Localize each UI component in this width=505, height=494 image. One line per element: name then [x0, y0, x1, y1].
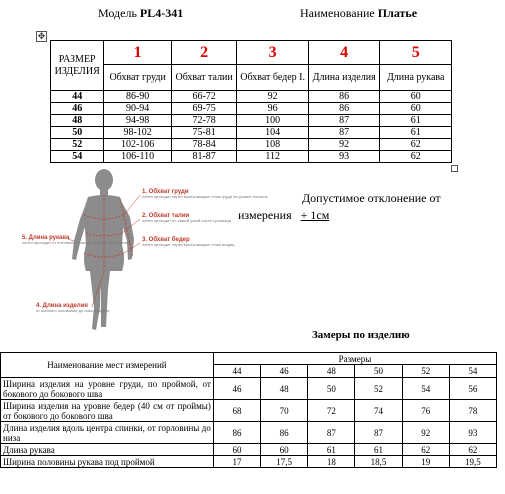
- table-row: [51, 115, 452, 127]
- column-number: 1: [104, 41, 172, 65]
- figure-note: лента проходит от плечевой точки до нижнего края рукава: [22, 240, 131, 245]
- table-cell: 19,5: [449, 456, 496, 468]
- table-cell: 72-78: [171, 115, 236, 127]
- table-cell: 62: [380, 139, 452, 151]
- table-cell: 87: [308, 127, 380, 139]
- measurement-name: Длина изделия вдоль центра спинки, от горловины до низа: [1, 422, 214, 444]
- table-cell: 78: [449, 400, 496, 422]
- table-cell: 75-81: [171, 127, 236, 139]
- table-cell: 92: [308, 139, 380, 151]
- column-number: 4: [308, 41, 380, 65]
- table-cell: 61: [355, 444, 402, 456]
- table-cell: 100: [237, 115, 309, 127]
- table-cell: 60: [261, 444, 308, 456]
- column-number: 3: [237, 41, 309, 65]
- figure-note: лента проходит по самой узкой части туловища: [142, 218, 232, 223]
- table-resize-handle[interactable]: [451, 165, 458, 172]
- product-name-label: Наименование: [300, 6, 378, 20]
- column-header: Длина рукава: [380, 65, 452, 91]
- figure-label: 5. Длина рукава: [22, 235, 70, 241]
- figure-label: 2. Обхват талии: [142, 213, 190, 219]
- table-cell: 98-102: [104, 127, 172, 139]
- size-label: 46: [51, 103, 104, 115]
- table-cell: 46: [213, 378, 260, 400]
- table-cell: 106-110: [104, 151, 172, 163]
- table-cell: 17: [213, 456, 260, 468]
- figure-label: 1. Обхват груди: [142, 189, 189, 195]
- table-row: [1, 456, 497, 468]
- table-cell: 18: [308, 456, 355, 468]
- table-cell: 62: [380, 151, 452, 163]
- table-cell: 56: [449, 378, 496, 400]
- sizes-header: Размеры: [213, 353, 496, 365]
- table-cell: 70: [261, 400, 308, 422]
- table-row: [51, 151, 452, 163]
- table-cell: 17,5: [261, 456, 308, 468]
- table-cell: 62: [449, 444, 496, 456]
- table-cell: 112: [237, 151, 309, 163]
- model-heading: [98, 6, 183, 21]
- size-label: 52: [51, 139, 104, 151]
- table-cell: 86: [261, 422, 308, 444]
- table-cell: 61: [308, 444, 355, 456]
- product-name-value: Платье: [377, 6, 418, 20]
- column-header: Обхват груди: [104, 65, 172, 91]
- table-cell: 93: [308, 151, 380, 163]
- size-column-header: 54: [449, 365, 496, 378]
- table-cell: 90-94: [104, 103, 172, 115]
- table-cell: 102-106: [104, 139, 172, 151]
- table-cell: 86: [213, 422, 260, 444]
- table-cell: 87: [355, 422, 402, 444]
- measurement-name-header: Наименование мест измерений: [1, 353, 214, 378]
- table-cell: 76: [402, 400, 449, 422]
- table-cell: 86-90: [104, 91, 172, 103]
- tolerance-text-line2: [238, 208, 329, 223]
- size-corner-header: РАЗМЕР ИЗДЕЛИЯ: [51, 41, 104, 91]
- size-column-header: 50: [355, 365, 402, 378]
- table-cell: 87: [308, 115, 380, 127]
- size-chart-table: [50, 40, 452, 163]
- table-row: [51, 103, 452, 115]
- table-cell: 66-72: [171, 91, 236, 103]
- size-label: 48: [51, 115, 104, 127]
- table-cell: 54: [402, 378, 449, 400]
- size-column-header: 48: [308, 365, 355, 378]
- tolerance-label: измерения: [238, 208, 292, 222]
- table-cell: 61: [380, 127, 452, 139]
- table-row: [1, 422, 497, 444]
- table-cell: 92: [402, 422, 449, 444]
- figure-note: лента проходит через выступающие точки груди на уровне лопаток: [142, 194, 268, 199]
- measurement-name: Ширина изделия на уровне бедер (40 см от проймы) от бокового до бокового шва: [1, 400, 214, 422]
- table-cell: 86: [308, 103, 380, 115]
- figure-note: лента проходит через выступающие точки ягодиц: [142, 242, 235, 247]
- table-cell: 93: [449, 422, 496, 444]
- table-cell: 108: [237, 139, 309, 151]
- table-move-handle-icon[interactable]: ✥: [37, 31, 46, 41]
- column-number: 5: [380, 41, 452, 65]
- model-label: Модель: [98, 6, 140, 20]
- table-row: [51, 127, 452, 139]
- column-header: Обхват талии: [171, 65, 236, 91]
- model-value: PL4-341: [139, 6, 184, 20]
- figure-label: 3. Обхват бедер: [142, 237, 190, 243]
- table-cell: 72: [308, 400, 355, 422]
- table-cell: 87: [308, 422, 355, 444]
- column-header: Длина изделия: [308, 65, 380, 91]
- table-cell: 78-84: [171, 139, 236, 151]
- table-row: [51, 139, 452, 151]
- size-label: 54: [51, 151, 104, 163]
- table-cell: 69-75: [171, 103, 236, 115]
- table-cell: 74: [355, 400, 402, 422]
- size-label: 50: [51, 127, 104, 139]
- table-cell: 62: [402, 444, 449, 456]
- figure-note: от шейного основания до низа изделия: [36, 308, 109, 313]
- table-cell: 60: [380, 91, 452, 103]
- table-cell: 19: [402, 456, 449, 468]
- table-cell: 68: [213, 400, 260, 422]
- table-cell: 48: [261, 378, 308, 400]
- table-cell: 86: [308, 91, 380, 103]
- table-cell: 18,5: [355, 456, 402, 468]
- table-cell: 52: [355, 378, 402, 400]
- table-row: [51, 91, 452, 103]
- table-cell: 60: [213, 444, 260, 456]
- table-cell: 81-87: [171, 151, 236, 163]
- table-cell: 61: [380, 115, 452, 127]
- table-cell: 94-98: [104, 115, 172, 127]
- table-cell: 104: [237, 127, 309, 139]
- measurement-name: Ширина половины рукава под проймой: [1, 456, 214, 468]
- column-number: 2: [171, 41, 236, 65]
- product-name-heading: [300, 6, 417, 21]
- size-label: 44: [51, 91, 104, 103]
- size-column-header: 52: [402, 365, 449, 378]
- size-column-header: 44: [213, 365, 260, 378]
- table-cell: 92: [237, 91, 309, 103]
- table-cell: 60: [380, 103, 452, 115]
- tolerance-value: + 1см: [300, 208, 330, 222]
- measurement-name: Ширина изделия на уровне груди, по проймой, от бокового до бокового шва: [1, 378, 214, 400]
- measurement-name: Длина рукава: [1, 444, 214, 456]
- table-cell: 96: [237, 103, 309, 115]
- size-column-header: 46: [261, 365, 308, 378]
- measurements-table: [0, 352, 497, 468]
- column-header: Обхват бедер I.: [237, 65, 309, 91]
- tolerance-text-line1: Допустимое отклонение от: [302, 191, 441, 205]
- measurements-title: Замеры по изделию: [312, 329, 410, 341]
- table-row: [1, 378, 497, 400]
- table-row: [1, 400, 497, 422]
- table-row: [1, 444, 497, 456]
- table-cell: 50: [308, 378, 355, 400]
- figure-label: 4. Длина изделия: [36, 303, 88, 309]
